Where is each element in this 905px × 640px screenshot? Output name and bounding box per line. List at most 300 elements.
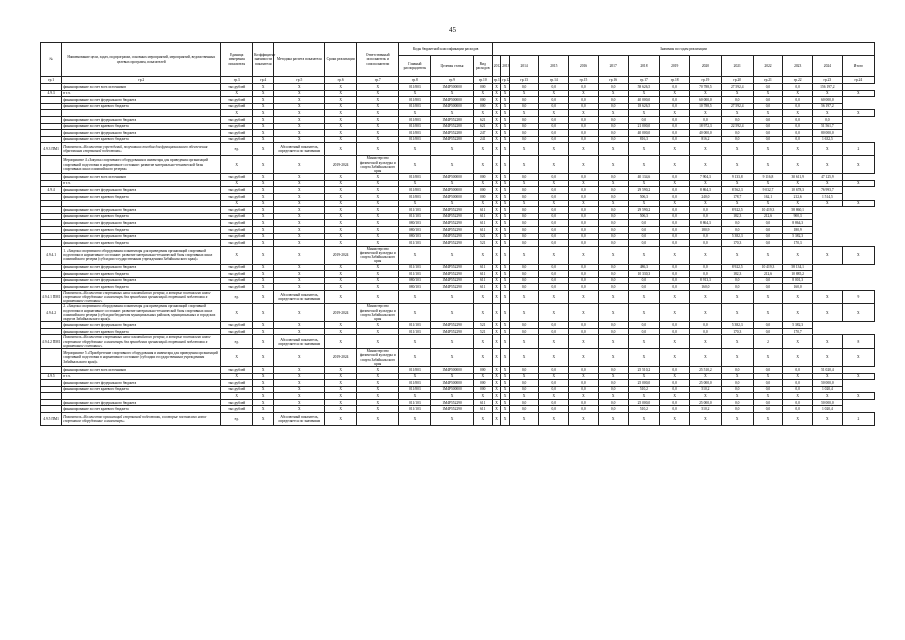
table-cell: Х [598,335,628,349]
table-cell: тыс.рублей [221,366,253,373]
table-cell: Х [721,200,753,207]
table-cell: 162,1 [753,193,783,200]
table-cell: Х [492,136,500,143]
table-cell: 0,0 [753,322,783,329]
row-name-cell: 1. «Закупка спортивного оборудования и инвентаря для приведения организаций спортивной подготовки в нормативное состояние: развитие материально-технической базы спортивных школ олимпийского резерва (субсидии государственным учреждениям Забайкальского края)» [62,246,221,264]
row-name-cell: финансирование за счет всех источников [62,84,221,91]
table-cell: Х [492,413,500,426]
table-cell: 0,0 [509,97,539,104]
table-cell: 0,0 [690,233,722,240]
page-number: 45 [449,26,456,34]
table-cell: Х [753,413,783,426]
table-row [41,156,875,174]
table-cell: 0,0 [509,187,539,194]
table-cell: 182,3 [721,271,753,278]
table-cell: Х [598,304,628,322]
table-cell: тыс.рублей [221,240,253,247]
table-cell: Х [501,220,509,227]
table-cell: 080/103 [399,226,431,233]
table-cell: Х [690,156,722,174]
table-cell: 0,0 [509,116,539,123]
row-name-cell: Мероприятие 4 «Закупка спортивного оборудования и инвентаря для приведения организаций спортивной подготовки в нормативное состояние: развитие материально-технической базы спортивных школ олимпийского резерва» [62,156,221,174]
table-cell: Х [473,156,492,174]
table-cell: 0,0 [753,130,783,137]
table-cell: тыс.рублей [221,103,253,110]
table-cell: Х [690,373,722,380]
table-cell: 25 000,0 [628,380,660,387]
table-cell: Х [501,110,509,117]
table-cell: 0,0 [509,123,539,130]
table-cell: Х [357,271,399,278]
table-cell: Х [399,413,431,426]
table-cell: Х [399,304,431,322]
table-cell: Х [357,200,399,207]
table-cell: тыс.рублей [221,399,253,406]
table-cell: 5 382,3 [721,322,753,329]
row-name-cell: финансирование за счет краевого бюджета [62,136,221,143]
table-row [41,322,875,329]
table-cell: 0,0 [660,328,690,335]
row-name-cell: финансирование за счет федерального бюджета [62,187,221,194]
table-cell: 0,0 [598,399,628,406]
table-cell: 0,0 [539,284,569,291]
table-cell: 0,0 [753,103,783,110]
table-cell: 0,0 [783,84,813,91]
table-cell: Х [569,290,599,304]
row-number-cell [41,136,62,143]
table-row [41,136,875,143]
table-cell: Х [325,399,357,406]
table-row [41,116,875,123]
table-cell: 0,0 [598,103,628,110]
table-cell: Х [473,335,492,349]
header-kbk-grbs: Главный распорядитель [399,56,431,77]
table-cell: 8 864,3 [783,220,813,227]
table-cell: 0,0 [660,284,690,291]
table-cell: Х [431,200,473,207]
table-cell: 080/103 [399,233,431,240]
table-cell: Х [501,90,509,97]
table-cell: Х [501,290,509,304]
table-cell: 0,0 [753,406,783,413]
table-cell: Х [492,123,500,130]
table-cell: Х [842,393,874,400]
table-cell: Х [325,90,357,97]
table-cell: 0,0 [539,207,569,214]
table-cell: Х [492,284,500,291]
table-cell: Х [501,200,509,207]
table-cell: Х [325,240,357,247]
row-number-cell [41,386,62,393]
row-number-cell: 4.9.4.2 ПМ1 [41,335,62,349]
table-cell: Х [221,110,253,117]
table-cell: Х [399,110,431,117]
table-row [41,180,875,187]
table-cell: 0,0 [783,123,813,130]
table-cell: 0,0 [569,103,599,110]
table-cell: Х [492,116,500,123]
table-cell: 0,0 [783,406,813,413]
row-name-cell: финансирование за счет федерального бюджета [62,264,221,271]
header-year: 2015 [539,56,569,77]
table-cell: 0,0 [569,226,599,233]
row-name-cell: финансирование за счет краевого бюджета [62,271,221,278]
table-cell: Х [357,136,399,143]
table-cell: Х [660,335,690,349]
table-cell: Х [492,380,500,387]
table-row [41,271,875,278]
table-cell: 1М4Р552280 [431,123,473,130]
table-cell: 011/803 [399,366,431,373]
table-cell: ед. [221,143,253,156]
table-cell: 611 [473,213,492,220]
table-cell: Абсолютный показатель, определяется по значениям [274,290,325,304]
header-unit: Единица измерения показателя [221,43,253,77]
table-cell: Х [274,233,325,240]
table-cell: Х [569,156,599,174]
table-cell: Х [357,116,399,123]
table-cell: 0,0 [753,366,783,373]
row-name-cell: финансирование за счет федерального бюджета [62,277,221,284]
table-cell: Х [431,180,473,187]
table-cell: Х [492,226,500,233]
table-cell: 0,0 [628,277,660,284]
table-cell: 212,6 [753,271,783,278]
table-cell: 0,0 [569,240,599,247]
table-cell: 011/103 [399,240,431,247]
table-cell: Х [628,200,660,207]
table-cell: Х [569,373,599,380]
table-row [41,207,875,214]
column-index-cell: гр.5 [274,77,325,84]
table-cell: Х [274,193,325,200]
header-year: 2014 [509,56,539,77]
table-cell: 0,0 [598,193,628,200]
column-index-cell: гр.11 [493,77,502,82]
table-cell: Х [357,103,399,110]
table-cell: 0,0 [509,328,539,335]
column-index-cell: гр.17 [628,77,660,84]
table-cell: Х [660,110,690,117]
table-cell: Х [721,180,753,187]
table-cell: Х [783,304,813,322]
table-cell: 0,0 [509,284,539,291]
row-number-cell: 4.9.4 [41,187,62,194]
table-cell: Х [628,304,660,322]
table-cell: 0,0 [569,264,599,271]
table-row [41,97,875,104]
table-cell: 0,0 [628,322,660,329]
table-cell: 0,0 [783,136,813,143]
table-cell: Х [501,174,509,181]
table-cell: Х [783,335,813,349]
table-row [41,406,875,413]
table-cell: 9 116,8 [753,174,783,181]
table-cell: Х [690,246,722,264]
table-cell: Х [325,97,357,104]
table-cell: Х [690,304,722,322]
table-cell: 0,0 [598,207,628,214]
table-cell: 0,0 [539,84,569,91]
table-cell: 0,0 [783,116,813,123]
table-cell: 0,0 [783,386,813,393]
table-cell: 8 001,3 [783,277,813,284]
row-name-cell: финансирование за счет краевого бюджета [62,123,221,130]
table-cell: 0,0 [660,174,690,181]
table-cell: Х [473,143,492,156]
table-cell: Х [721,156,753,174]
row-name-cell: финансирование за счет федерального бюджета [62,233,221,240]
table-cell: 0,0 [721,386,753,393]
table-cell: Х [325,380,357,387]
table-cell: 0,0 [539,233,569,240]
row-number-cell [41,84,62,91]
table-cell: Х [399,393,431,400]
table-cell: 0,0 [598,271,628,278]
table-cell: Х [501,207,509,214]
table-cell: Х [721,349,753,367]
table-cell: ед. [221,290,253,304]
table-cell: Х [325,233,357,240]
table-cell: Х [598,349,628,367]
table-cell: 0,0 [660,406,690,413]
column-index-cell: гр.9 [431,77,473,84]
table-cell: 611 [473,406,492,413]
table-cell: 0,0 [509,213,539,220]
table-cell: Х [473,90,492,97]
table-cell: Х [274,116,325,123]
table-cell: 000 [473,103,492,110]
table-cell: Х [501,156,509,174]
table-row [41,240,875,247]
table-cell: 1М4Р552280 [431,136,473,143]
table-cell: Х [492,207,500,214]
table-cell: Х [842,200,874,207]
table-cell: Х [253,213,274,220]
table-cell: 8 922,5 [721,264,753,271]
table-cell: 0,0 [509,386,539,393]
table-cell: 011/803 [399,97,431,104]
table-cell: Х [690,393,722,400]
table-cell: 0,0 [660,103,690,110]
table-cell: 611 [473,399,492,406]
table-cell: 0,0 [539,123,569,130]
table-cell: 1М4Р552290 [431,233,473,240]
table-row [41,373,875,380]
row-name-cell: финансирование за счет всех источников [62,174,221,181]
table-cell: Х [783,413,813,426]
table-cell: Х [660,180,690,187]
table-cell: 0,0 [628,226,660,233]
table-cell: 1М4Р500000 [431,103,473,110]
table-cell: 0,0 [660,220,690,227]
table-cell: Х [431,156,473,174]
table-cell: Х [501,226,509,233]
table-cell: 486,3 [628,264,660,271]
header-kbk-vr: Вид расходов [473,56,492,77]
table-cell: 621 [473,123,492,130]
table-cell: 47 125,9 [813,174,843,181]
table-cell: Х [274,90,325,97]
table-cell: 180,9 [783,226,813,233]
table-row [41,213,875,220]
table-cell: Х [501,103,509,110]
table-row [41,103,875,110]
table-cell: 506,3 [628,213,660,220]
table-cell: 50 000,0 [813,380,843,387]
table-cell: Х [660,304,690,322]
row-number-cell [41,130,62,137]
table-cell: 1 020,4 [813,406,843,413]
table-cell: Х [492,246,500,264]
table-cell: Х [357,284,399,291]
table-cell: Х [253,240,274,247]
table-cell: 0,0 [539,366,569,373]
table-cell: Х [253,200,274,207]
table-cell: Х [399,349,431,367]
header-resp: Ответственный исполнитель и соисполнители [357,43,399,77]
table-cell: 0,0 [509,130,539,137]
table-cell: 27 592,4 [721,103,753,110]
table-cell: 080/103 [399,284,431,291]
table-cell: 0,0 [660,264,690,271]
table-cell: 0,0 [721,399,753,406]
table-cell: 0,0 [660,277,690,284]
table-cell: Х [325,393,357,400]
table-cell: 212,6 [753,213,783,220]
table-cell: Х [274,220,325,227]
table-cell: Х [753,373,783,380]
header-years: Значения по годам реализации [492,43,874,56]
table-cell: 0,0 [569,386,599,393]
table-cell: Х [813,349,843,367]
table-cell: 60 000,0 [690,97,722,104]
table-cell: 0,0 [598,116,628,123]
row-number-cell: 4.9.5 [41,373,62,380]
table-row [41,399,875,406]
table-cell: Х [253,284,274,291]
table-cell: 0,0 [660,84,690,91]
table-cell: 000 [473,366,492,373]
table-cell: Х [492,399,500,406]
table-cell: Х [357,90,399,97]
table-cell: 0,0 [753,328,783,335]
table-cell: 2019-2024 [325,304,357,322]
table-cell: Х [492,193,500,200]
table-cell: Х [501,97,509,104]
table-cell: Х [842,156,874,174]
table-cell: 011/803 [399,187,431,194]
row-number-cell [41,207,62,214]
column-index-cell: гр.6 [325,77,357,84]
table-cell: Х [753,304,783,322]
row-number-cell [41,220,62,227]
table-row [41,220,875,227]
row-number-cell [41,399,62,406]
table-cell: Х [660,373,690,380]
table-cell: Х [501,386,509,393]
table-cell: Х [357,373,399,380]
table-cell: Х [569,349,599,367]
table-cell: Х [399,246,431,264]
table-cell: Х [357,143,399,156]
table-cell: 0,0 [569,233,599,240]
table-row [41,284,875,291]
table-cell: 1 514,5 [813,193,843,200]
table-cell: Х [492,277,500,284]
table-cell: Х [399,180,431,187]
table-cell: 1М4Р552290 [431,406,473,413]
table-cell: 0,0 [753,136,783,143]
table-cell: 0,0 [753,233,783,240]
table-cell: 0,0 [660,380,690,387]
row-name-cell [62,110,221,117]
table-cell: Х [357,226,399,233]
table-cell: 5 382,3 [783,322,813,329]
table-cell: Х [274,264,325,271]
table-cell: Х [325,84,357,91]
table-cell: Х [509,90,539,97]
table-cell: тыс.рублей [221,277,253,284]
table-cell: Х [221,156,253,174]
table-cell: 0,0 [509,406,539,413]
table-cell: Х [501,246,509,264]
table-cell: 0,0 [690,116,722,123]
table-cell: Х [492,240,500,247]
table-cell: Х [274,393,325,400]
table-cell: 0,0 [539,399,569,406]
table-cell: Х [660,156,690,174]
table-cell: Х [274,156,325,174]
table-cell: Х [569,110,599,117]
table-cell: 0,0 [753,386,783,393]
row-name-cell [62,393,221,400]
table-cell: Х [274,322,325,329]
table-row [41,335,875,349]
table-cell: 510,2 [628,386,660,393]
table-cell: 510,2 [690,386,722,393]
table-cell: Х [598,90,628,97]
table-cell: 510,2 [628,406,660,413]
table-cell: 5 382,3 [783,233,813,240]
table-cell: 0,0 [509,233,539,240]
table-cell: 0,0 [598,174,628,181]
table-cell: тыс.рублей [221,174,253,181]
table-cell: 0,0 [721,366,753,373]
row-number-cell: 4.9.4.1 ПМ1 [41,290,62,304]
table-cell: Х [813,143,843,156]
table-cell: 0,0 [569,399,599,406]
column-index-cell: гр.15 [569,77,599,84]
table-cell: Х [813,393,843,400]
table-cell: Х [539,393,569,400]
table-cell: Х [253,335,274,349]
table-cell: 0,0 [539,277,569,284]
table-cell: 0,0 [813,116,843,123]
table-cell: Х [492,187,500,194]
table-cell: Х [221,200,253,207]
table-cell: Х [690,200,722,207]
table-cell: Х [357,413,399,426]
table-cell: Х [274,304,325,322]
column-index-cell: гр.19 [690,77,722,84]
table-row [41,393,875,400]
table-cell: Х [253,110,274,117]
table-row [41,413,875,426]
table-cell: Х [783,110,813,117]
table-cell: 0,0 [569,136,599,143]
table-cell: 0,0 [509,174,539,181]
